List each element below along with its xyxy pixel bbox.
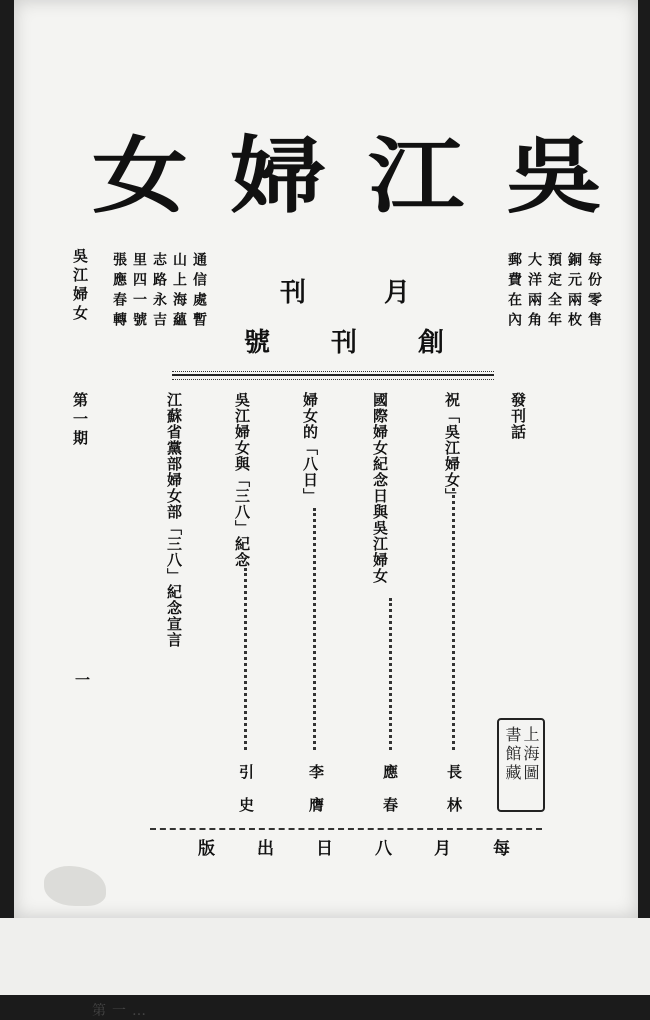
toc-author: 長林 (445, 764, 463, 830)
toc-author: 引史 (237, 764, 255, 830)
underlying-page (0, 918, 650, 1019)
price-line: 大洋兩角 (526, 252, 542, 332)
masthead-char: 吳 (506, 126, 602, 225)
publication-schedule (198, 834, 510, 859)
bottom-divider (150, 828, 542, 830)
price-line: 每份零售 (586, 252, 602, 332)
header-char: 創 (417, 328, 444, 358)
masthead-char: 江 (368, 126, 464, 225)
margin-page-number: 一 (73, 672, 91, 691)
toc-title: 江蘇省黨部婦女部「三八」紀念宣言 (165, 392, 183, 648)
toc-title: 發刊話 (509, 392, 527, 440)
masthead-char: 婦 (230, 126, 326, 225)
header-char: 刊 (280, 278, 307, 308)
address-line: 山上海蘊 (171, 252, 187, 332)
header-char: 刊 (330, 328, 357, 358)
lower-page-mark: 第一… (92, 1003, 152, 1019)
header-char: 月 (383, 278, 410, 308)
footer-char: 版 (198, 839, 215, 859)
toc-title: 吳江婦女與「三八」紀念 (233, 392, 251, 568)
address-block (112, 252, 206, 332)
masthead-char: 女 (92, 126, 188, 225)
library-stamp (497, 718, 545, 812)
address-line: 通信處暫 (191, 252, 207, 332)
stamp-text: 書館藏 (503, 726, 522, 783)
margin-journal-name: 吳江婦女 (71, 248, 89, 324)
footer-char: 每 (493, 839, 510, 859)
toc-title: 婦女的「八日」 (301, 392, 319, 504)
price-line: 郵費在內 (506, 252, 522, 332)
footer-char: 出 (257, 839, 274, 859)
monthly-label (280, 272, 410, 309)
toc-author: 李膺 (307, 764, 325, 830)
toc-leader (389, 598, 392, 750)
toc-leader (244, 568, 247, 750)
toc-title: 國際婦女紀念日與吳江婦女 (371, 392, 389, 584)
masthead-title (92, 128, 602, 224)
toc-title: 祝「吳江婦女」 (443, 392, 461, 504)
margin-issue-number: 第一期 (71, 392, 89, 449)
header-char: 號 (244, 328, 271, 358)
address-line: 志路永吉 (151, 252, 167, 332)
ornamental-divider (172, 374, 494, 376)
toc-leader (313, 508, 316, 750)
inaugural-issue-label (244, 322, 444, 359)
address-line: 張應春轉 (111, 252, 127, 332)
price-line: 預定全年 (546, 252, 562, 332)
toc-leader (452, 488, 455, 750)
address-line: 里四一號 (131, 252, 147, 332)
footer-char: 日 (316, 839, 333, 859)
toc-author: 應春 (381, 764, 399, 830)
price-block (507, 252, 601, 332)
footer-char: 八 (375, 839, 392, 859)
footer-char: 月 (434, 839, 451, 859)
stamp-text: 上海圖 (521, 726, 540, 783)
price-line: 銅元兩枚 (566, 252, 582, 332)
